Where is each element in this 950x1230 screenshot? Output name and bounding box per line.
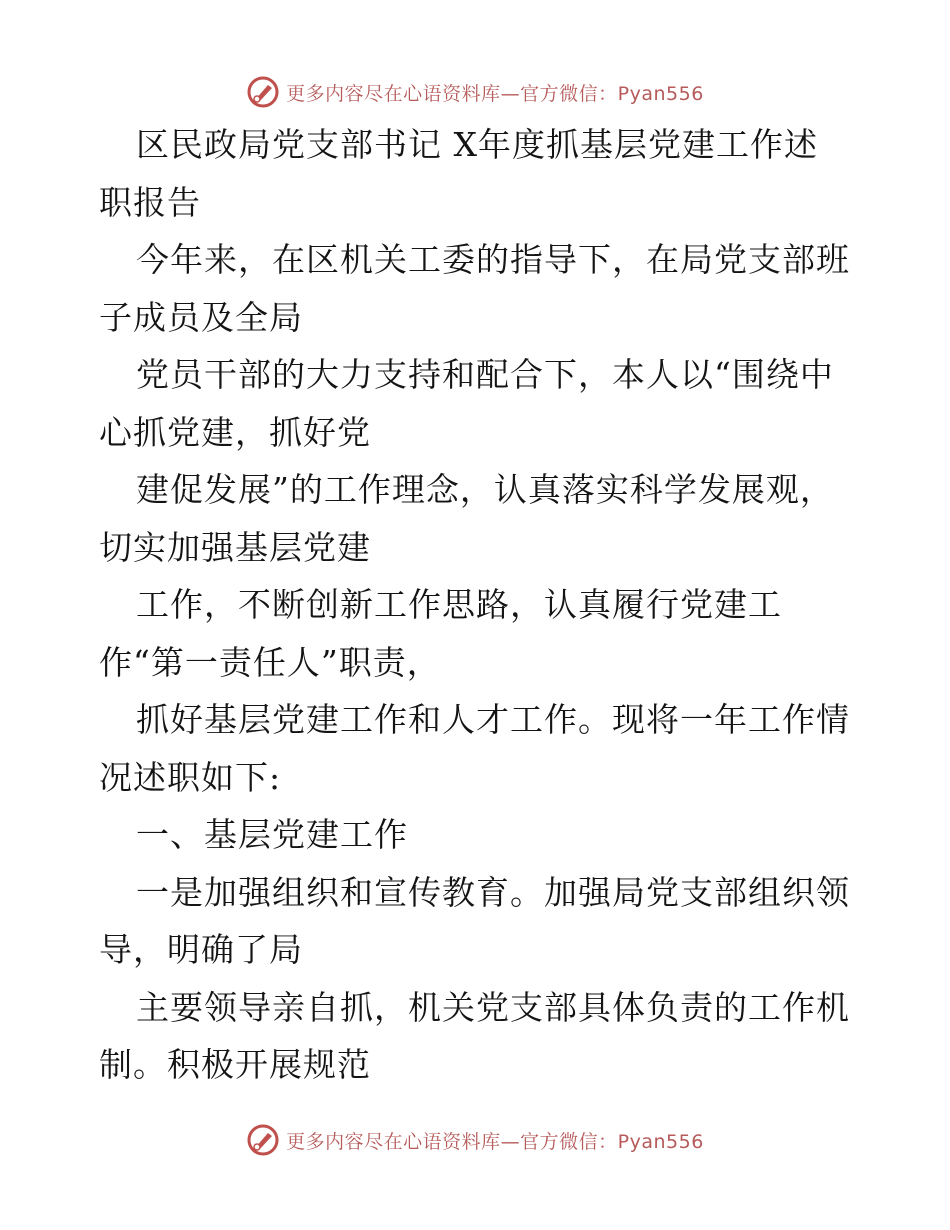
paragraph-line: 党员干部的大力支持和配合下，本人以“围绕中: [136, 355, 834, 394]
paragraph-line: 一是加强组织和宣传教育。加强局党支部组织领: [136, 872, 850, 912]
document-body: [99, 116, 859, 1094]
paragraph-line: 建促发展”的工作理念，认真落实科学发展观，: [136, 470, 834, 509]
paragraph-line: 况述职如下:: [99, 757, 282, 797]
pen-circle-logo-icon: [246, 75, 280, 109]
watermark-text: 更多内容尽在心语资料库—官方微信：Pyan556: [286, 1130, 704, 1153]
paragraph-line: 工作，不断创新工作思路，认真履行党建工: [136, 585, 782, 624]
paragraph-line: 切实加强基层党建: [99, 527, 371, 567]
header-watermark: [0, 70, 950, 114]
paragraph-line: 作“第一责任人”职责，: [99, 642, 441, 682]
paragraph-line: 今年来，在区机关工委的指导下，在局党支部班: [136, 240, 850, 279]
title-line-2: 职报告: [99, 182, 201, 222]
section-heading: 一、基层党建工作: [136, 815, 408, 854]
footer-watermark: [0, 1118, 950, 1162]
paragraph-line: 子成员及全局: [99, 297, 303, 337]
paragraph-line: 抓好基层党建工作和人才工作。现将一年工作情: [136, 700, 850, 739]
title-line-1: 区民政局党支部书记 X年度抓基层党建工作述: [136, 125, 818, 164]
paragraph-line: 心抓党建，抓好党: [99, 412, 371, 452]
paragraph-line: 制。积极开展规范: [99, 1045, 371, 1084]
paragraph-line: 主要领导亲自抓，机关党支部具体负责的工作机: [136, 987, 850, 1027]
paragraph-line: 导，明确了局: [99, 930, 303, 969]
watermark-text: 更多内容尽在心语资料库—官方微信：Pyan556: [286, 82, 704, 105]
pen-circle-logo-icon: [246, 1123, 280, 1157]
